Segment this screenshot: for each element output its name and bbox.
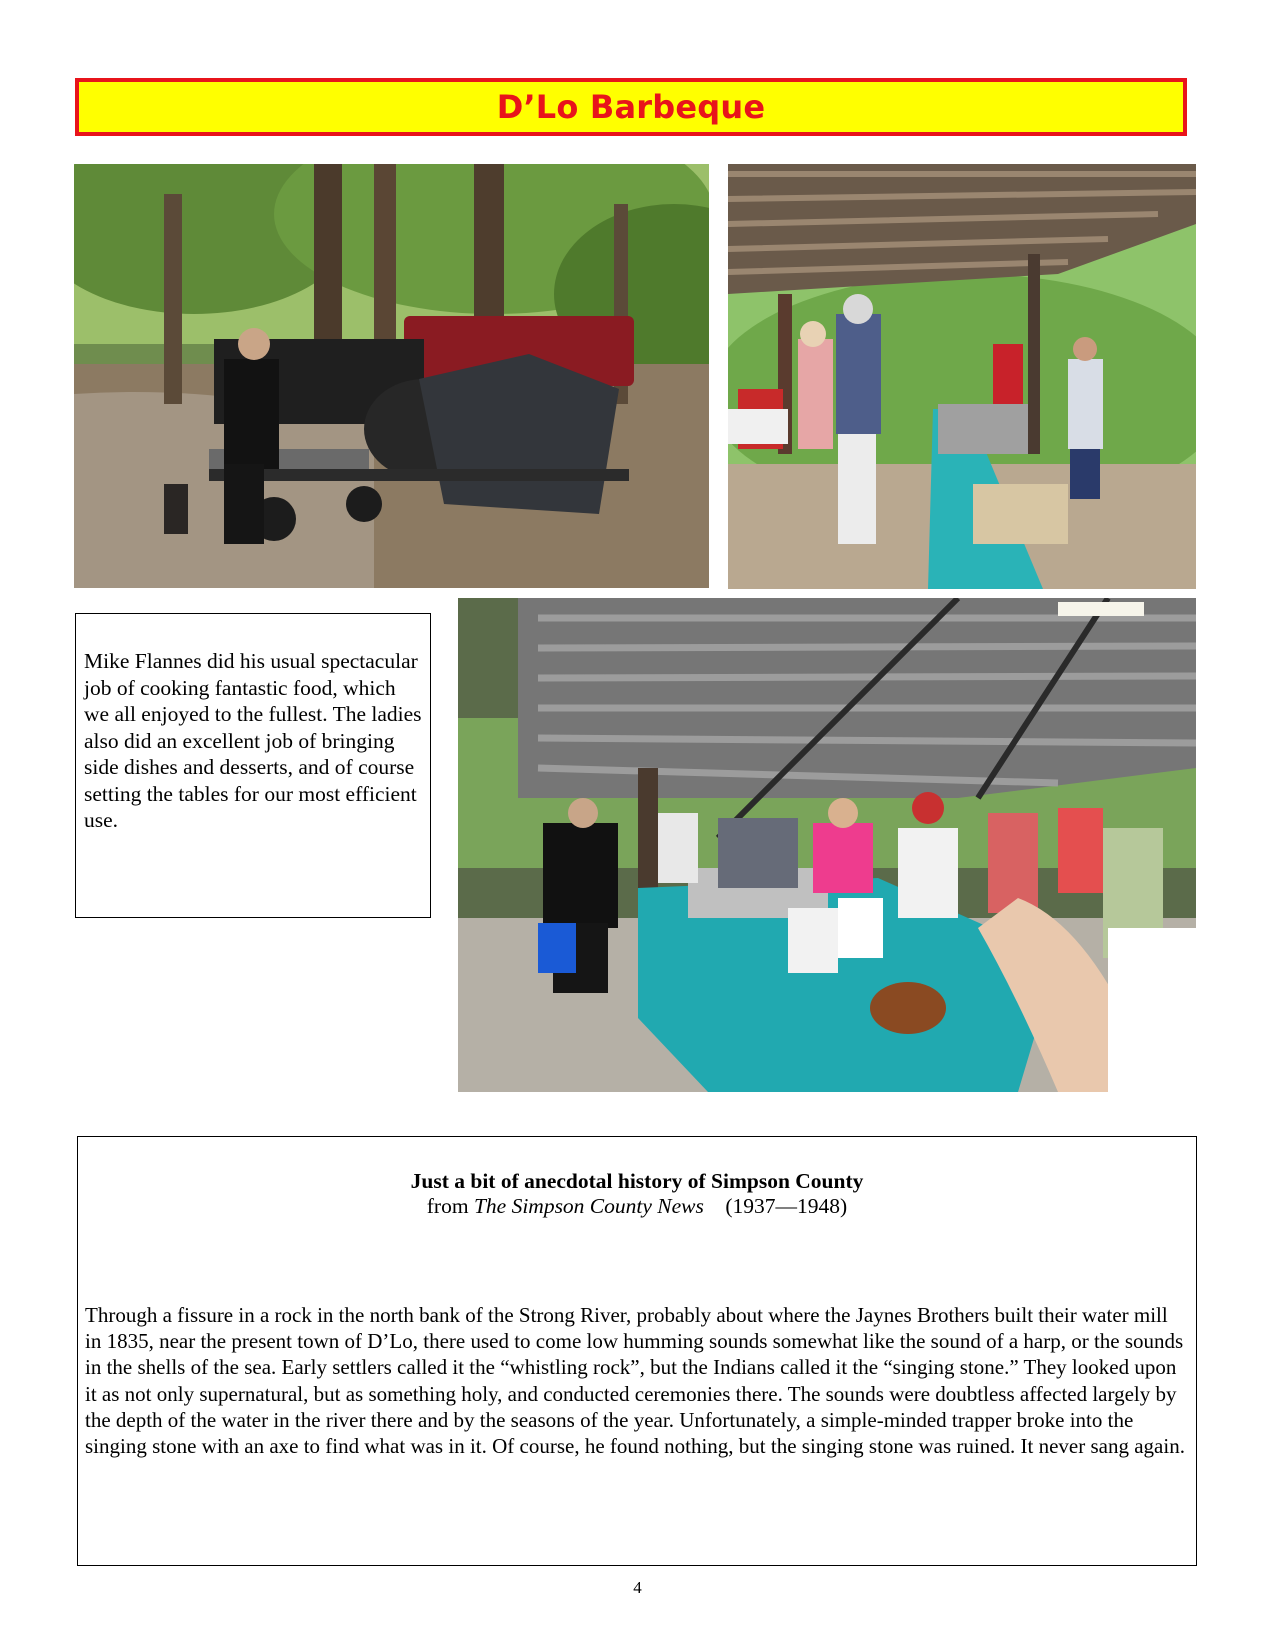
history-box: [77, 1136, 1197, 1566]
history-source: [85, 1194, 1189, 1219]
history-source-title: The Simpson County News: [473, 1194, 704, 1218]
pavilion-photo: [728, 164, 1196, 589]
page-title: D’Lo Barbeque: [496, 88, 766, 126]
title-banner: [75, 78, 1187, 136]
smoker-photo: [74, 164, 709, 588]
caption-box: [75, 613, 431, 918]
buffet-photo: [458, 598, 1196, 1092]
page-number: 4: [633, 1578, 642, 1597]
history-title: Just a bit of anecdotal history of Simpson County: [410, 1169, 864, 1193]
history-body: Through a fissure in a rock in the north bank of the Strong River, probably about where the Jaynes Brothers built their water mill in 1835, near the present town of D’Lo, there used to come low humming sounds somewhat like the sound of a harp, or the sounds in the shells of the sea. Early settlers called it the “whistling rock”, but the Indians called it the “singing stone.” They looked upon it as not only supernatural, but as something holy, and conducted ceremonies there. The sounds were doubtless affected largely by the depth of the water in the river there and by the seasons of the year. Unfortunately, a simple-minded trapper broke into the singing stone with an axe to find what was in it. Of course, he found nothing, but the singing stone was ruined. It never sang again.: [85, 1303, 1185, 1459]
history-source-prefix: from: [426, 1194, 474, 1218]
caption-text: Mike Flannes did his usual spectacular job of cooking fantastic food, which we all enjoyed to the fullest. The ladies also did an excellent job of bringing side dishes and desserts, and of course setting the tables for our most efficient use.: [84, 649, 422, 832]
history-source-years: (1937—1948): [725, 1194, 848, 1218]
